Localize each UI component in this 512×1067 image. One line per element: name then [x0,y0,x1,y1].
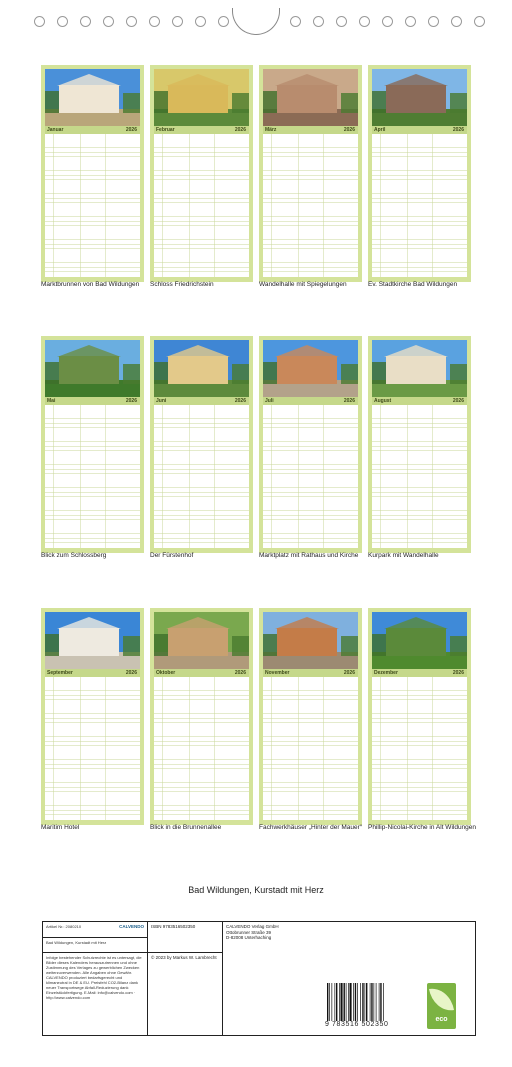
spiral-hole [126,16,137,27]
month-name: September [47,670,73,676]
month-name: März [265,127,277,133]
month-name: Juni [156,398,167,404]
month-year: 2026 [343,398,355,404]
month-day-grid [154,677,249,820]
info-column-middle [148,922,223,1035]
spiral-hole [451,16,462,27]
month-caption: Marktplatz mit Rathaus und Kirche [259,552,359,559]
month-card [368,608,471,825]
calendar-hanger [232,8,280,35]
month-year: 2026 [452,398,464,404]
month-caption: Marktbrunnen von Bad Wildungen [41,281,140,288]
month-header-bar [154,126,249,134]
spiral-hole [57,16,68,27]
month-name: Mai [47,398,56,404]
month-day-grid [154,134,249,277]
month-name: Dezember [374,670,398,676]
spiral-hole [313,16,324,27]
spiral-hole [359,16,370,27]
month-name: April [374,127,386,133]
month-header-bar [154,669,249,677]
month-photo [263,612,358,669]
month-photo [154,340,249,397]
month-caption: Fachwerkhäuser „Hinter der Mauer“ [259,824,362,831]
month-header-bar [154,397,249,405]
barcode-number: 9 783516 502350 [325,1021,389,1028]
month-photo [154,612,249,669]
month-name: November [265,670,290,676]
month-caption: Phillip-Nicolai-Kirche in Alt Wildungen [368,824,477,831]
month-photo [372,69,467,126]
month-day-grid [372,677,467,820]
spiral-hole [474,16,485,27]
month-day-grid [45,134,140,277]
month-year: 2026 [234,127,246,133]
publisher-city: D-82008 Unterhaching [226,935,272,940]
month-year: 2026 [125,398,137,404]
eco-label: eco [435,1016,448,1023]
month-day-grid [45,405,140,548]
barcode [326,983,402,1021]
spiral-hole [34,16,45,27]
month-day-grid [263,134,358,277]
month-header-bar [372,669,467,677]
spiral-hole [405,16,416,27]
publisher-name: CALVENDO Verlag GmbH [226,924,279,929]
month-caption: Maritim Hotel [41,824,80,831]
month-header-bar [263,669,358,677]
month-caption: Blick in die Brunnenallee [150,824,222,831]
month-card [41,608,144,825]
month-card [259,65,362,282]
month-year: 2026 [343,127,355,133]
month-card [259,608,362,825]
isbn: ISBN 9783516502350 [148,922,222,953]
month-day-grid [372,134,467,277]
info-column-publisher [223,922,315,1035]
month-year: 2026 [234,398,246,404]
month-card [259,336,362,553]
spiral-hole [428,16,439,27]
info-box [42,921,476,1036]
spiral-hole [149,16,160,27]
spiral-hole [382,16,393,27]
month-year: 2026 [452,670,464,676]
month-card [41,65,144,282]
spiral-hole [172,16,183,27]
month-name: Januar [47,127,64,133]
month-photo [263,340,358,397]
month-day-grid [154,405,249,548]
legal-text: Infolge bestehender Schutzrechte ist es untersagt, die Bilder dieses Kalenders herauszutrennen und ohne Zustimmung des Verlages zu gewerblichen Zwecken weiterzuverwenden. Alle Angaben ohne Gewähr. CALVENDO produziert bedarfsgerecht und klimaneutral in DE & EU. Preisfehl CO2-Bilanz dank neuer Transportwege Abfall-Reduzierung dank Einzelstückfertigung. E-Mail: info@calvendo.com · http://www.calvendo.com [46,955,142,1000]
month-year: 2026 [234,670,246,676]
month-year: 2026 [452,127,464,133]
month-photo [263,69,358,126]
calvendo-logo: CALVENDO [119,924,144,929]
month-caption: Der Fürstenhof [150,552,194,559]
month-name: Oktober [156,670,176,676]
month-caption: Ev. Stadtkirche Bad Wildungen [368,281,458,288]
leaf-icon [429,985,454,1013]
month-caption: Schloss Friedrichstein [150,281,214,288]
month-name: Februar [156,127,175,133]
month-year: 2026 [343,670,355,676]
spiral-hole [195,16,206,27]
month-header-bar [263,126,358,134]
spiral-hole [218,16,229,27]
month-header-bar [372,126,467,134]
month-caption: Wandelhalle mit Spiegelungen [259,281,347,288]
month-photo [45,69,140,126]
spiral-hole [103,16,114,27]
month-card [41,336,144,553]
month-card [150,608,253,825]
spiral-hole [80,16,91,27]
month-card [368,336,471,553]
month-header-bar [263,397,358,405]
month-day-grid [263,405,358,548]
month-header-bar [372,397,467,405]
article-number: Artikel Nr.: 2080210 [46,924,82,929]
month-name: Juli [265,398,274,404]
month-photo [45,612,140,669]
month-photo [372,340,467,397]
month-day-grid [263,677,358,820]
product-line: Bad Wildungen, Kurstadt mit Herz [46,940,107,945]
month-caption: Blick zum Schlossberg [41,552,107,559]
month-day-grid [372,405,467,548]
month-header-bar [45,669,140,677]
month-year: 2026 [125,670,137,676]
month-header-bar [45,126,140,134]
month-photo [372,612,467,669]
month-caption: Kurpark mit Wandelhalle [368,552,439,559]
month-card [150,65,253,282]
month-photo [154,69,249,126]
month-card [150,336,253,553]
month-name: August [374,398,392,404]
eco-badge [427,983,456,1029]
spiral-hole [336,16,347,27]
calendar-title: Bad Wildungen, Kurstadt mit Herz [188,885,324,895]
info-column-left [43,922,148,1035]
month-year: 2026 [125,127,137,133]
month-photo [45,340,140,397]
month-header-bar [45,397,140,405]
copyright: © 2023 by Markus W. Lambrecht [151,955,217,960]
month-card [368,65,471,282]
month-day-grid [45,677,140,820]
publisher-street: Ottobrunner Straße 39 [226,929,272,935]
spiral-hole [290,16,301,27]
